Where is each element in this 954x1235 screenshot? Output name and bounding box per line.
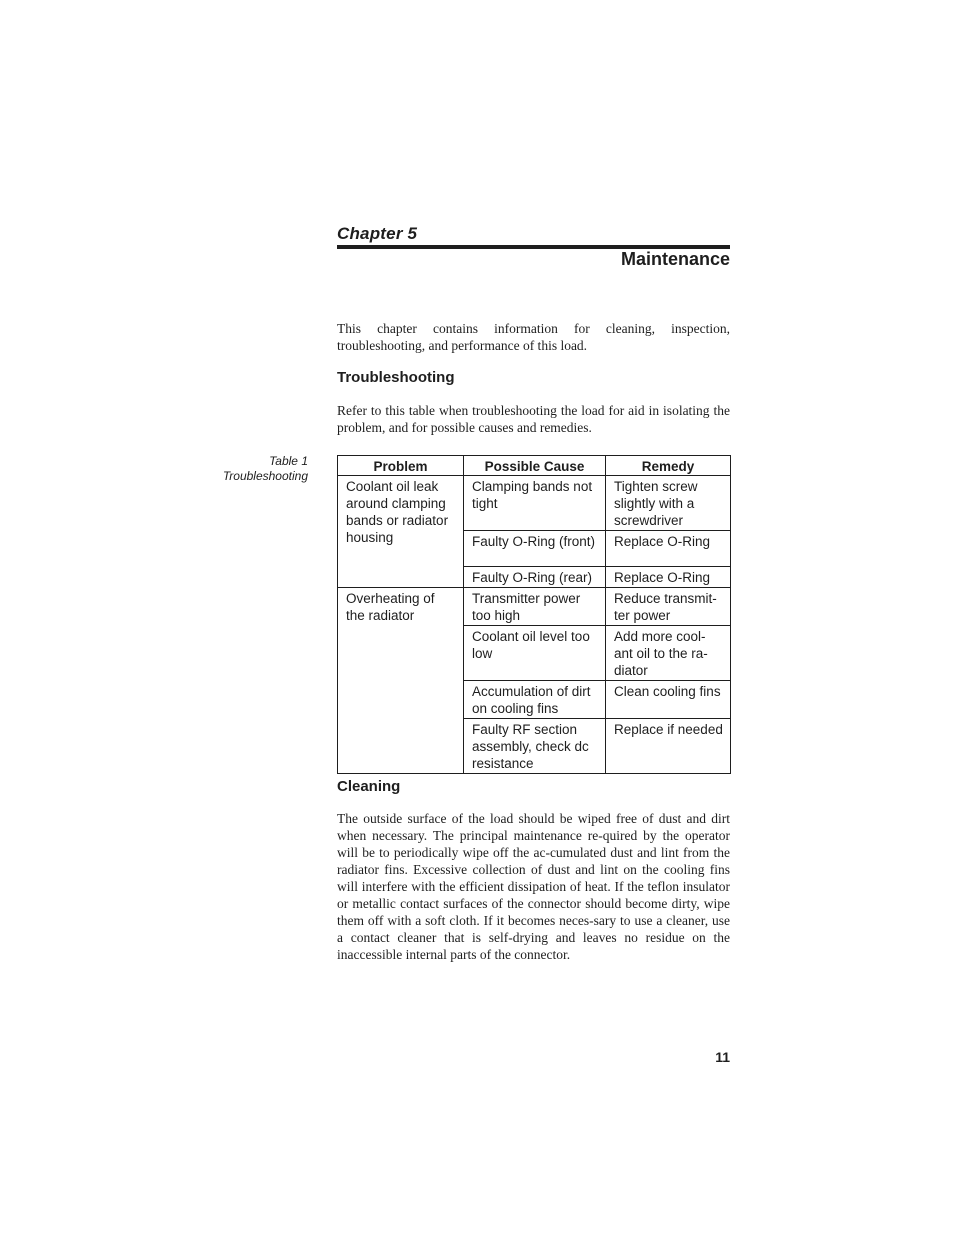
cause-cell: Transmitter power too high [464, 588, 606, 626]
table-row [338, 476, 731, 531]
cleaning-paragraph: The outside surface of the load should be wiped free of dust and dirt when necessary. The principal maintenance re-quired by the operator will be to periodically wipe off the ac-cumulated dust and lint from the radiator fins. Excessive collection of dust and lint on the cooling fins will interfere with the efficient dissipation of heat. If the teflon insulator or metallic contact surfaces of the connector should become dirty, wipe them off with a soft cloth. If it becomes neces-sary to use a cleaner, use a contact cleaner that is self-drying and leaves no residue on the inaccessible internal parts of the connector. [337, 811, 730, 962]
troubleshooting-heading: Troubleshooting [337, 369, 455, 386]
chapter-label: Chapter 5 [337, 224, 418, 243]
remedy-cell: Replace if needed [606, 719, 731, 774]
problem-cell: Coolant oil leak around clamping bands or radiator housing [338, 476, 464, 588]
header-remedy: Remedy [606, 456, 731, 476]
troubleshooting-paragraph: Refer to this table when troubleshooting the load for aid in isolating the problem, and for possible causes and remedies. [337, 403, 730, 435]
remedy-cell: Replace O-Ring [606, 567, 731, 588]
table-header-row [338, 456, 731, 476]
remedy-cell: Tighten screw slightly with a screwdriver [606, 476, 731, 531]
cause-cell: Clamping bands not tight [464, 476, 606, 531]
table-caption [223, 454, 308, 484]
table-caption-title: Troubleshooting [222, 469, 308, 483]
remedy-cell: Replace O-Ring [606, 531, 731, 567]
troubleshooting-table [337, 455, 731, 774]
problem-cell: Overheating of the radiator [338, 588, 464, 774]
chapter-title: Maintenance [620, 249, 730, 269]
remedy-cell: Reduce transmit-ter power [606, 588, 731, 626]
page-number: 11 [715, 1049, 730, 1065]
intro-paragraph: This chapter contains information for cleaning, inspection, troubleshooting, and performance of this load. [337, 321, 730, 353]
cause-cell: Faulty O-Ring (rear) [464, 567, 606, 588]
cleaning-heading: Cleaning [337, 778, 401, 795]
remedy-cell: Clean cooling fins [606, 681, 731, 719]
remedy-cell: Add more cool-ant oil to the ra-diator [606, 626, 731, 681]
header-possible-cause: Possible Cause [464, 456, 606, 476]
cause-cell: Faulty RF section assembly, check dc resistance [464, 719, 606, 774]
table-caption-number: Table 1 [269, 454, 308, 468]
table-row [338, 588, 731, 626]
cause-cell: Faulty O-Ring (front) [464, 531, 606, 567]
cause-cell: Coolant oil level too low [464, 626, 606, 681]
header-problem: Problem [338, 456, 464, 476]
cause-cell: Accumulation of dirt on cooling fins [464, 681, 606, 719]
